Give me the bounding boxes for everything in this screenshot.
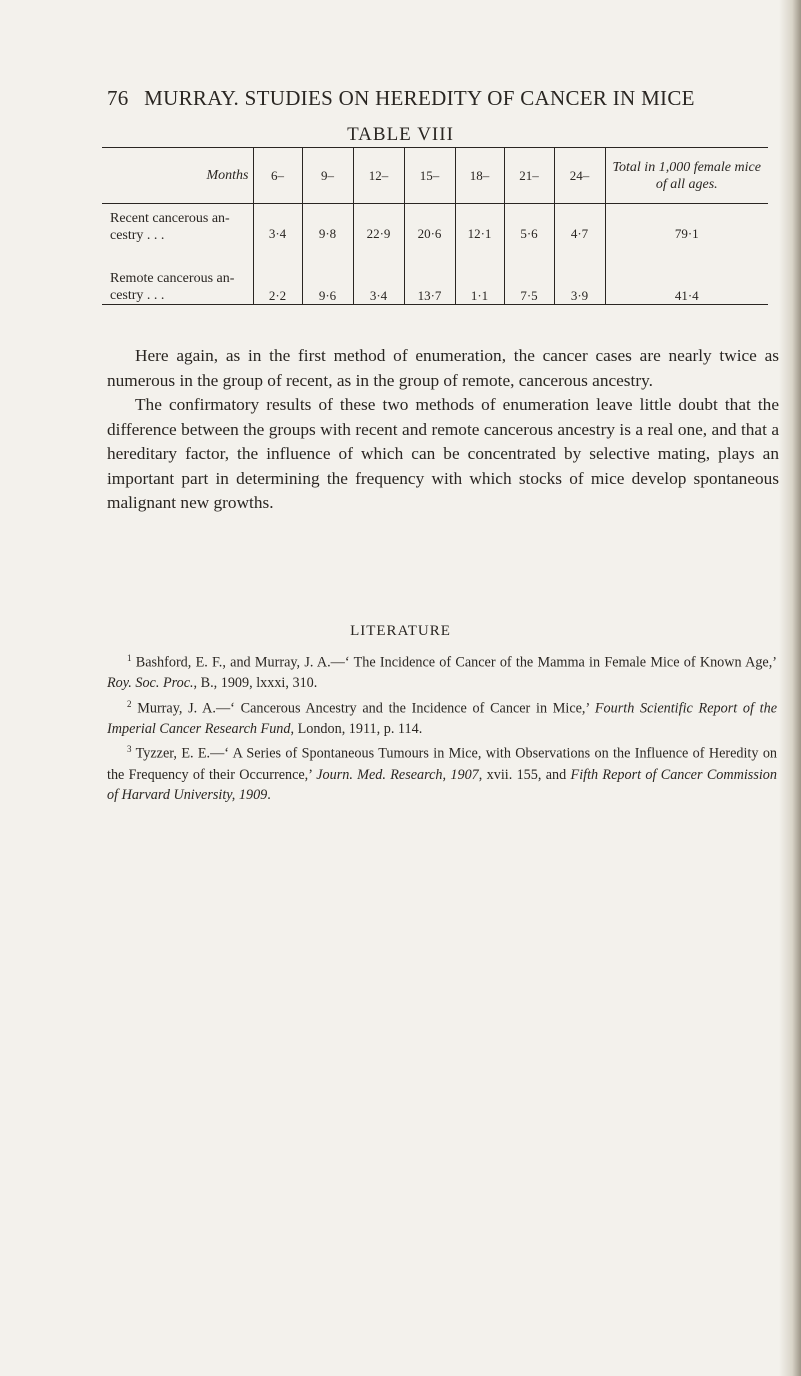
table-cell: 9·6 (302, 270, 353, 305)
table-cell: 3·9 (554, 270, 605, 305)
column-header: 18– (455, 148, 504, 204)
column-header: 21– (504, 148, 554, 204)
reference-journal: Journ. Med. Research, 1907 (316, 766, 479, 783)
paragraph: The confirmatory results of these two methods of enumeration leave little doubt that the difference between the groups with recent and remote cancerous ancestry is a real one, and that a hereditary factor, the influence of which can be concentrated by selective mating, plays an important part in determining the frequency with which stocks of mice develop spontaneous malignant new growths. (107, 395, 779, 512)
reference-number: 1 (127, 653, 132, 663)
column-header: 15– (404, 148, 455, 204)
table-cell: 12·1 (455, 204, 504, 271)
table-header-row (102, 148, 768, 204)
table-cell: 5·6 (504, 204, 554, 271)
table-corner-label: Months (102, 148, 253, 204)
reference-number: 2 (127, 698, 132, 709)
row-label-line: cestry . . . (110, 228, 165, 243)
reference-text: Bashford, E. F., and Murray, J. A.—‘ The Incidence of Cancer of the Mamma in Female Mice of Known Age,’ (135, 654, 777, 671)
table-cell: 3·4 (353, 270, 404, 305)
reference-tail: . (267, 787, 271, 804)
table-cell: 4·7 (554, 204, 605, 271)
total-cell: 41·4 (605, 270, 768, 305)
row-label-line: Remote cancerous an- (110, 271, 235, 286)
row-label-line: cestry . . . (110, 288, 165, 303)
table-cell: 20·6 (404, 204, 455, 271)
total-cell: 79·1 (605, 204, 768, 271)
row-label-line: Recent cancerous an- (110, 211, 230, 226)
column-header: 24– (554, 148, 605, 204)
running-header (107, 86, 787, 111)
table-row (102, 270, 768, 305)
reference-journal: Fifth Report of Cancer Commission of Harvard University, 1909 (107, 766, 777, 804)
row-label (102, 204, 253, 271)
literature-heading: LITERATURE (350, 623, 451, 639)
reference-item (107, 739, 777, 805)
paragraph: Here again, as in the first method of enumeration, the cancer cases are nearly twice as numerous in the group of recent, as in the group of remote, cancerous ancestry. (107, 346, 779, 390)
row-label (102, 270, 253, 305)
table-cell: 22·9 (353, 204, 404, 271)
reference-list (107, 648, 777, 806)
table-cell: 9·8 (302, 204, 353, 271)
table-cell: 7·5 (504, 270, 554, 305)
page-number: 76 (107, 86, 129, 110)
page-edge-shadow (779, 0, 801, 1376)
table-row (102, 204, 768, 271)
reference-tail: , London, 1911, p. 114. (290, 720, 423, 737)
data-table (102, 147, 768, 305)
column-header: 6– (253, 148, 302, 204)
table-cell: 1·1 (455, 270, 504, 305)
running-title: MURRAY. STUDIES ON HEREDITY OF CANCER IN MICE (144, 86, 695, 110)
reference-tail: , B., 1909, lxxxi, 310. (193, 675, 318, 692)
table-cell: 13·7 (404, 270, 455, 305)
reference-journal: Fourth Scientific Report of the Imperial Cancer Research Fund (107, 700, 777, 737)
reference-journal: Roy. Soc. Proc. (107, 675, 194, 692)
table-cell: 2·2 (253, 270, 302, 305)
table-cell: 3·4 (253, 204, 302, 271)
column-header: 12– (353, 148, 404, 204)
body-text (107, 344, 779, 516)
reference-text: Tyzzer, E. E.—‘ A Series of Spontaneous Tumours in Mice, with Observations on the Influence of Heredity on the Frequency of their Occurrence,’ (107, 746, 778, 783)
reference-text: Murray, J. A.—‘ Cancerous Ancestry and the Incidence of Cancer in Mice,’ (137, 700, 595, 717)
table-title: TABLE VIII (347, 124, 454, 145)
total-column-header: Total in 1,000 female mice of all ages. (605, 148, 768, 204)
column-header: 9– (302, 148, 353, 204)
reference-item (107, 648, 777, 694)
reference-item (107, 694, 777, 740)
reference-mid: , xvii. 155, and (478, 766, 571, 783)
reference-number: 3 (127, 744, 132, 755)
